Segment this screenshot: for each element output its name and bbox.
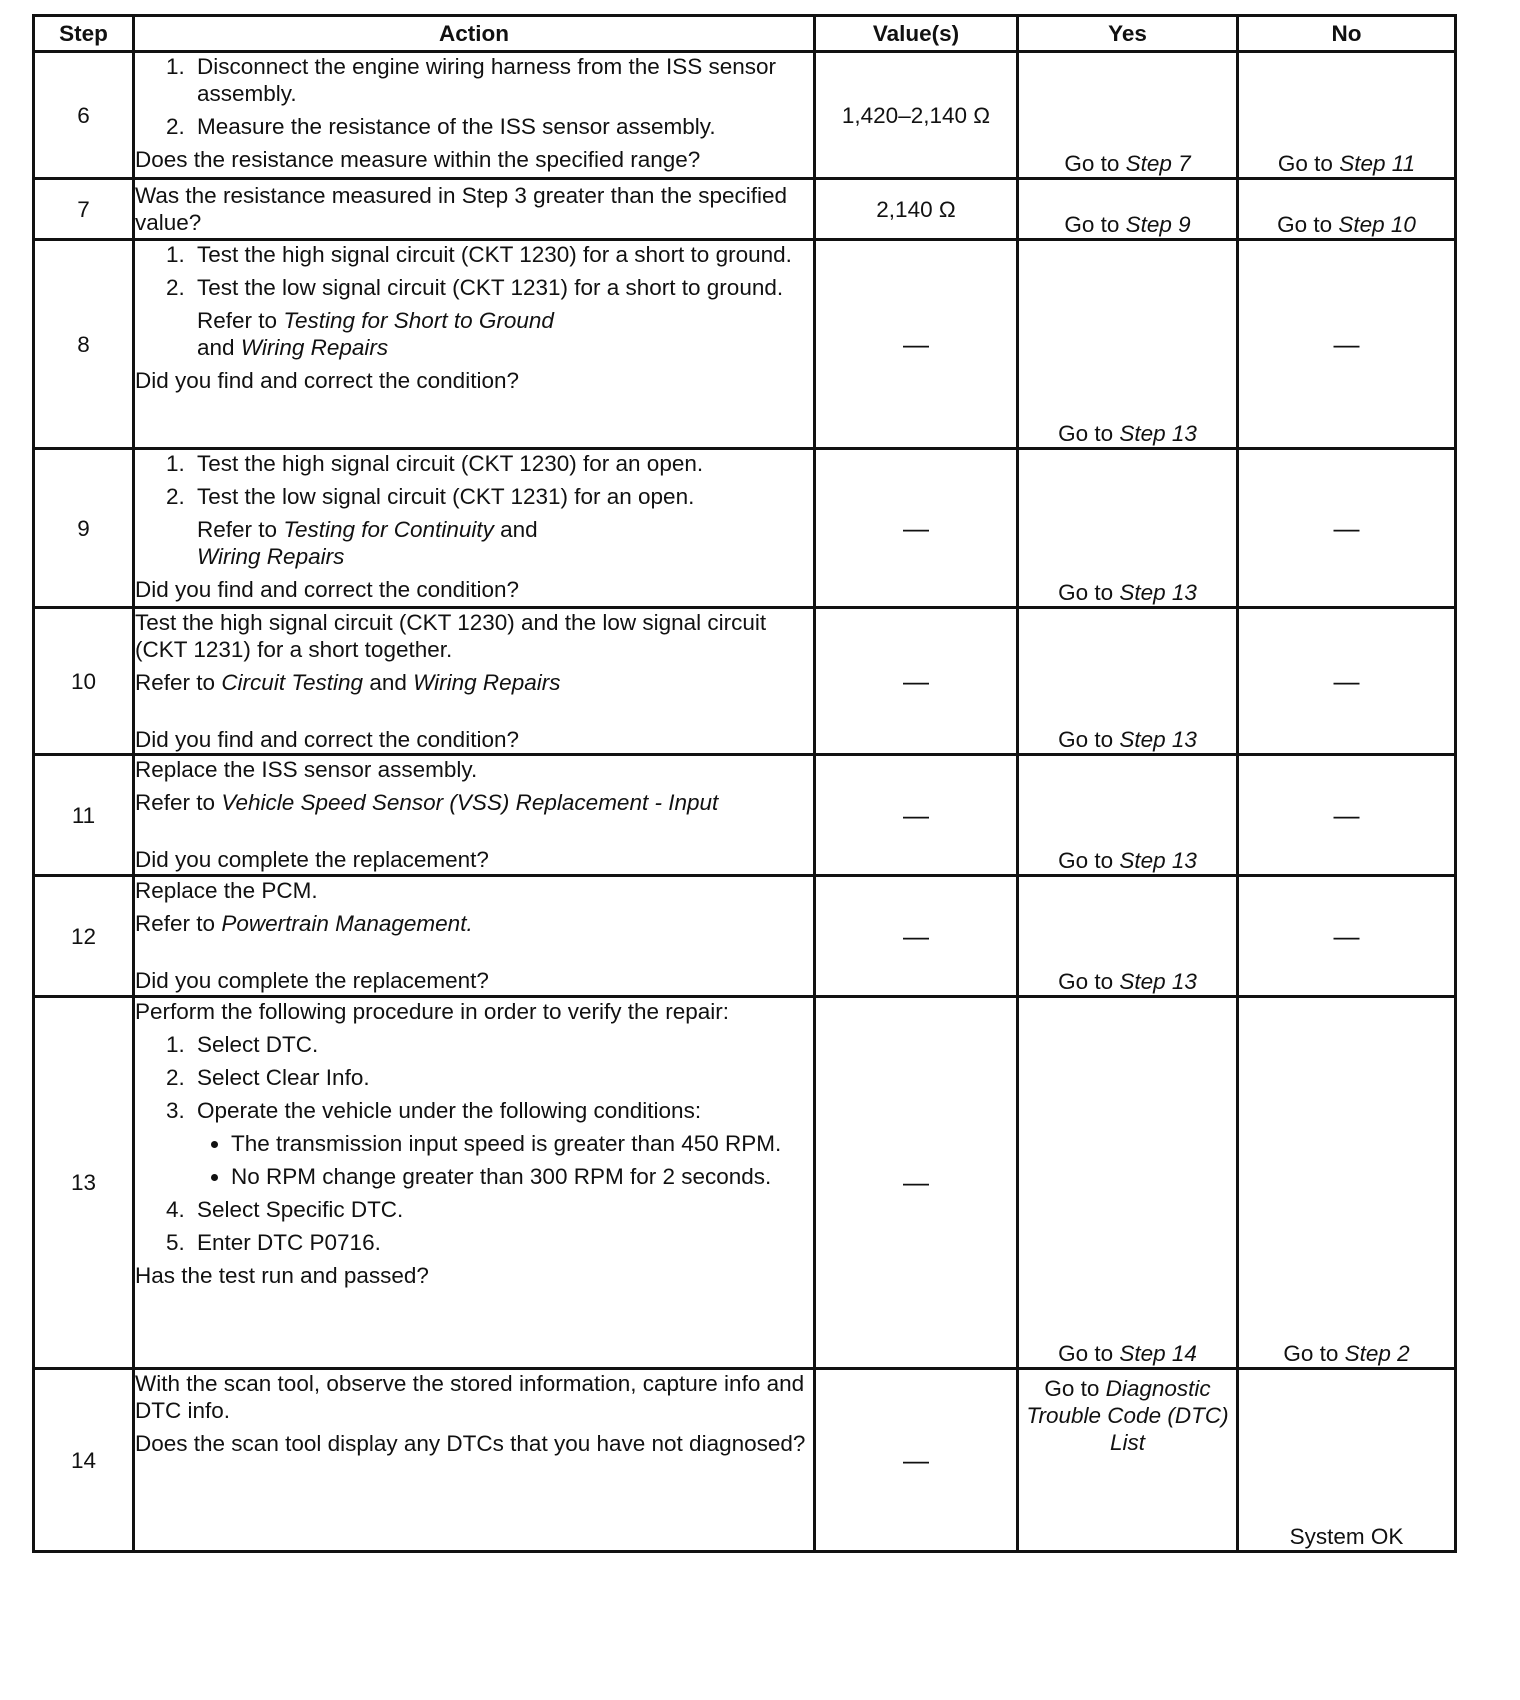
no-cell: — bbox=[1238, 449, 1456, 608]
action-item: 1. Select DTC. bbox=[191, 1031, 813, 1058]
action-cell bbox=[134, 449, 815, 608]
no-cell: — bbox=[1238, 608, 1456, 755]
no-cell: — bbox=[1238, 240, 1456, 449]
reference bbox=[197, 516, 813, 570]
step-number: 14 bbox=[34, 1369, 134, 1552]
yes-cell bbox=[1018, 755, 1238, 876]
no-step-link[interactable]: Step 11 bbox=[1339, 151, 1416, 176]
action-question: Did you find and correct the condition? bbox=[135, 368, 519, 393]
yes-reference-link[interactable]: Diagnostic Trouble Code (DTC) List bbox=[1026, 1376, 1229, 1455]
action-list bbox=[135, 53, 813, 140]
step-number: 13 bbox=[34, 997, 134, 1369]
yes-step-link[interactable]: Step 13 bbox=[1119, 848, 1197, 873]
action-cell bbox=[134, 1369, 815, 1552]
spacer bbox=[135, 702, 813, 726]
yes-cell bbox=[1018, 52, 1238, 179]
step-number: 9 bbox=[34, 449, 134, 608]
go-to-label: Go to bbox=[1277, 151, 1333, 176]
reference bbox=[135, 669, 813, 696]
yes-step-link[interactable]: Step 13 bbox=[1119, 727, 1197, 752]
no-cell: — bbox=[1238, 755, 1456, 876]
yes-cell bbox=[1018, 997, 1238, 1369]
refer-to-label: Refer to bbox=[135, 911, 216, 936]
condition-item: • The transmission input speed is greater than 450 RPM. bbox=[231, 1130, 813, 1157]
value-cell: — bbox=[815, 876, 1018, 997]
go-to-label: Go to bbox=[1044, 1376, 1100, 1401]
action-cell bbox=[134, 240, 815, 449]
action-cell bbox=[134, 179, 815, 240]
yes-step-link[interactable]: Step 9 bbox=[1125, 212, 1191, 237]
action-item: 1. Test the high signal circuit (CKT 1230) for an open. bbox=[191, 450, 813, 477]
go-to-label: Go to bbox=[1283, 1341, 1339, 1366]
step-number: 10 bbox=[34, 608, 134, 755]
action-cell bbox=[134, 876, 815, 997]
action-item: 5. Enter DTC P0716. bbox=[191, 1229, 813, 1256]
yes-step-link[interactable]: Step 7 bbox=[1125, 151, 1191, 176]
header-action: Action bbox=[134, 16, 815, 52]
no-cell bbox=[1238, 997, 1456, 1369]
action-item: 4. Select Specific DTC. bbox=[191, 1196, 813, 1223]
action-item: 1. Disconnect the engine wiring harness from the ISS sensor assembly. bbox=[191, 53, 813, 107]
action-question: Did you complete the replacement? bbox=[135, 968, 489, 993]
yes-cell bbox=[1018, 876, 1238, 997]
header-no: No bbox=[1238, 16, 1456, 52]
action-cell bbox=[134, 52, 815, 179]
action-item bbox=[191, 483, 813, 570]
no-step-link[interactable]: Step 10 bbox=[1338, 212, 1416, 237]
no-cell: — bbox=[1238, 876, 1456, 997]
refer-to-label: Refer to bbox=[135, 670, 216, 695]
no-cell bbox=[1238, 52, 1456, 179]
step-number: 6 bbox=[34, 52, 134, 179]
go-to-label: Go to bbox=[1058, 969, 1114, 994]
reference-link[interactable]: Vehicle Speed Sensor (VSS) Replacement - Input bbox=[221, 790, 719, 815]
reference-link[interactable]: Circuit Testing bbox=[221, 670, 364, 695]
yes-cell bbox=[1018, 1369, 1238, 1552]
value-cell: 1,420–2,140 Ω bbox=[815, 52, 1018, 179]
yes-step-link[interactable]: Step 13 bbox=[1119, 580, 1197, 605]
value-cell: — bbox=[815, 997, 1018, 1369]
refer-to-label: Refer to bbox=[197, 517, 278, 542]
go-to-label: Go to bbox=[1058, 580, 1114, 605]
action-text: Replace the ISS sensor assembly. bbox=[135, 757, 478, 782]
table-row-step-11 bbox=[34, 755, 1456, 876]
yes-step-link[interactable]: Step 14 bbox=[1119, 1341, 1197, 1366]
and-label: and bbox=[197, 335, 235, 360]
action-question: Did you find and correct the condition? bbox=[135, 577, 519, 602]
action-item bbox=[191, 1097, 813, 1190]
step-number: 11 bbox=[34, 755, 134, 876]
action-question: Did you complete the replacement? bbox=[135, 847, 489, 872]
yes-cell bbox=[1018, 449, 1238, 608]
table-row-step-8 bbox=[34, 240, 1456, 449]
table-row-step-6 bbox=[34, 52, 1456, 179]
reference bbox=[197, 307, 813, 361]
reference bbox=[135, 789, 813, 816]
action-text: Test the high signal circuit (CKT 1230) and the low signal circuit (CKT 1231) for a short together. bbox=[135, 610, 767, 662]
action-question: Did you find and correct the condition? bbox=[135, 727, 519, 752]
action-item: 1. Test the high signal circuit (CKT 1230) for a short to ground. bbox=[191, 241, 813, 268]
table-row-step-14 bbox=[34, 1369, 1456, 1552]
refer-to-label: Refer to bbox=[135, 790, 216, 815]
reference bbox=[135, 910, 813, 937]
no-step-link[interactable]: Step 2 bbox=[1344, 1341, 1410, 1366]
action-text: With the scan tool, observe the stored information, capture info and DTC info. bbox=[135, 1371, 805, 1423]
action-question: Has the test run and passed? bbox=[135, 1263, 429, 1288]
reference-link[interactable]: Testing for Short to Ground bbox=[283, 308, 554, 333]
yes-step-link[interactable]: Step 13 bbox=[1119, 421, 1197, 446]
action-item-text: Operate the vehicle under the following conditions: bbox=[197, 1098, 702, 1123]
spacer bbox=[135, 822, 813, 846]
value-cell: — bbox=[815, 240, 1018, 449]
action-cell bbox=[134, 755, 815, 876]
action-item-text: Test the low signal circuit (CKT 1231) for a short to ground. bbox=[197, 275, 784, 300]
and-label: and bbox=[500, 517, 538, 542]
no-cell bbox=[1238, 179, 1456, 240]
diagnostic-table bbox=[32, 14, 1457, 1553]
no-cell: System OK bbox=[1238, 1369, 1456, 1552]
action-question: Was the resistance measured in Step 3 greater than the specified value? bbox=[135, 183, 788, 235]
value-cell: — bbox=[815, 755, 1018, 876]
yes-cell bbox=[1018, 608, 1238, 755]
table-row-step-10 bbox=[34, 608, 1456, 755]
go-to-label: Go to bbox=[1058, 421, 1114, 446]
action-item bbox=[191, 274, 813, 361]
and-label: and bbox=[369, 670, 407, 695]
go-to-label: Go to bbox=[1058, 848, 1114, 873]
reference-link[interactable]: Powertrain Management. bbox=[221, 911, 473, 936]
table-row-step-13 bbox=[34, 997, 1456, 1369]
action-item: 2. Measure the resistance of the ISS sensor assembly. bbox=[191, 113, 813, 140]
action-item: 2. Select Clear Info. bbox=[191, 1064, 813, 1091]
value-cell: — bbox=[815, 449, 1018, 608]
action-question: Does the resistance measure within the specified range? bbox=[135, 147, 701, 172]
step-number: 8 bbox=[34, 240, 134, 449]
header-row bbox=[34, 16, 1456, 52]
action-cell bbox=[134, 997, 815, 1369]
action-text: Replace the PCM. bbox=[135, 878, 318, 903]
header-yes: Yes bbox=[1018, 16, 1238, 52]
value-cell: 2,140 Ω bbox=[815, 179, 1018, 240]
value-cell: — bbox=[815, 1369, 1018, 1552]
action-list bbox=[135, 1031, 813, 1256]
yes-cell bbox=[1018, 240, 1238, 449]
action-question: Does the scan tool display any DTCs that you have not diagnosed? bbox=[135, 1431, 806, 1456]
yes-cell bbox=[1018, 179, 1238, 240]
header-values: Value(s) bbox=[815, 16, 1018, 52]
action-list bbox=[135, 450, 813, 570]
table-row-step-7 bbox=[34, 179, 1456, 240]
reference-link[interactable]: Wiring Repairs bbox=[240, 335, 389, 360]
go-to-label: Go to bbox=[1064, 151, 1120, 176]
go-to-label: Go to bbox=[1277, 212, 1333, 237]
step-number: 12 bbox=[34, 876, 134, 997]
action-intro: Perform the following procedure in order to verify the repair: bbox=[135, 999, 730, 1024]
reference-link[interactable]: Wiring Repairs bbox=[197, 544, 345, 569]
value-cell: — bbox=[815, 608, 1018, 755]
refer-to-label: Refer to bbox=[197, 308, 278, 333]
reference-link[interactable]: Testing for Continuity bbox=[283, 517, 494, 542]
header-step: Step bbox=[34, 16, 134, 52]
reference-link[interactable]: Wiring Repairs bbox=[413, 670, 561, 695]
yes-step-link[interactable]: Step 13 bbox=[1119, 969, 1197, 994]
go-to-label: Go to bbox=[1064, 212, 1120, 237]
spacer bbox=[135, 943, 813, 967]
table-row-step-12 bbox=[34, 876, 1456, 997]
step-number: 7 bbox=[34, 179, 134, 240]
action-item-text: Test the low signal circuit (CKT 1231) for an open. bbox=[197, 484, 695, 509]
go-to-label: Go to bbox=[1058, 1341, 1114, 1366]
go-to-label: Go to bbox=[1058, 727, 1114, 752]
condition-item: • No RPM change greater than 300 RPM for 2 seconds. bbox=[231, 1163, 813, 1190]
diagnostic-document bbox=[32, 14, 1457, 1553]
action-list bbox=[135, 241, 813, 361]
condition-list bbox=[197, 1130, 813, 1190]
table-row-step-9 bbox=[34, 449, 1456, 608]
action-cell bbox=[134, 608, 815, 755]
